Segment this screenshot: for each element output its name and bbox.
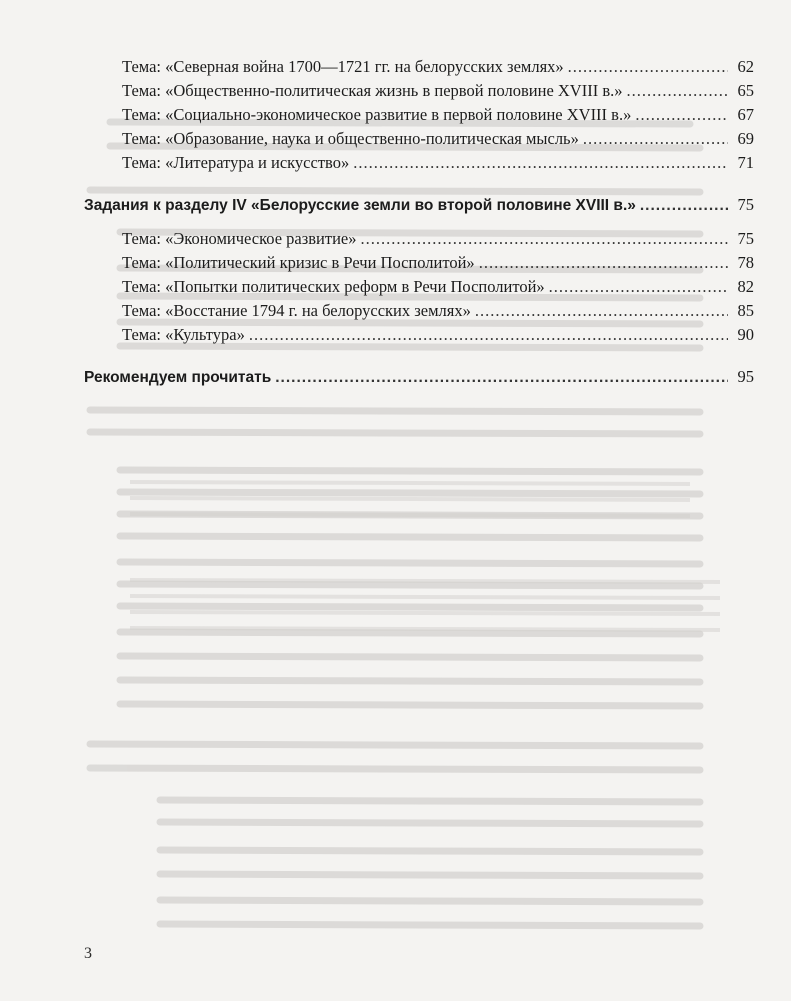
toc-page-number: 78 [737, 253, 754, 272]
toc-entry[interactable] [84, 80, 754, 102]
dot-leader [275, 367, 728, 389]
toc-entry[interactable] [84, 56, 754, 78]
toc-entry-title: Тема: «Экономическое развитие» [122, 229, 357, 248]
page-number: 3 [84, 945, 92, 962]
dot-leader [635, 104, 728, 126]
toc-entry[interactable] [84, 152, 754, 174]
toc-entry-title: Тема: «Попытки политических реформ в Речи Посполитой» [122, 277, 545, 296]
toc-section-heading[interactable] [84, 366, 754, 388]
toc-page-number: 85 [737, 301, 754, 320]
dot-leader [249, 324, 728, 346]
toc-entry-title: Тема: «Политический кризис в Речи Посполитой» [122, 253, 475, 272]
dot-leader [549, 276, 728, 298]
dot-leader [583, 128, 728, 150]
toc-entry-title: Тема: «Культура» [122, 325, 245, 344]
toc-entry-title: Тема: «Общественно-политическая жизнь в первой половине XVIII в.» [122, 81, 623, 100]
toc-page-number: 95 [737, 367, 754, 386]
toc-page-number: 75 [737, 195, 754, 214]
toc-entry[interactable] [84, 324, 754, 346]
toc-section-heading[interactable] [84, 194, 754, 216]
toc-page-number: 75 [737, 229, 754, 248]
toc-page-number: 90 [737, 325, 754, 344]
toc-entry[interactable] [84, 300, 754, 322]
toc-page-number: 71 [737, 153, 754, 172]
dot-leader [640, 195, 728, 217]
dot-leader [353, 152, 728, 174]
toc-page-number: 69 [737, 129, 754, 148]
dot-leader [479, 252, 728, 274]
toc-page-number: 82 [737, 277, 754, 296]
toc-entry[interactable] [84, 276, 754, 298]
toc-entry-title: Тема: «Восстание 1794 г. на белорусских землях» [122, 301, 471, 320]
dot-leader [361, 228, 728, 250]
toc-page-number: 67 [737, 105, 754, 124]
toc-entry-title: Тема: «Литература и искусство» [122, 153, 350, 172]
toc-page-number: 62 [737, 57, 754, 76]
dot-leader [568, 56, 728, 78]
dot-leader [627, 80, 728, 102]
toc-section-title: Рекомендуем прочитать [84, 369, 272, 386]
toc-page-number: 65 [737, 81, 754, 100]
dot-leader [475, 300, 728, 322]
toc-entry-title: Тема: «Северная война 1700—1721 гг. на белорусских землях» [122, 57, 564, 76]
toc-entry[interactable] [84, 128, 754, 150]
toc-entry-title: Тема: «Образование, наука и общественно-политическая мысль» [122, 129, 579, 148]
toc-entry[interactable] [84, 104, 754, 126]
toc-section-title: Задания к разделу IV «Белорусские земли во второй половине XVIII в.» [84, 197, 636, 214]
toc-entry-title: Тема: «Социально-экономическое развитие в первой половине XVIII в.» [122, 105, 632, 124]
toc-entry[interactable] [84, 252, 754, 274]
toc-entry[interactable] [84, 228, 754, 250]
